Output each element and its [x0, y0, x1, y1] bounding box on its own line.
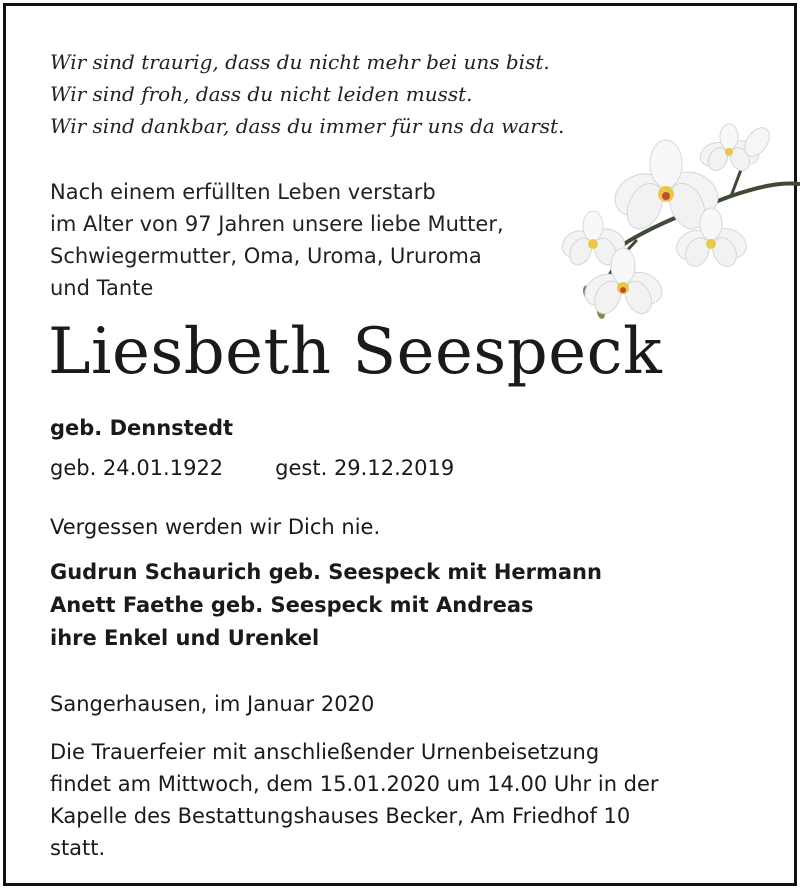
intro-line: Schwiegermutter, Oma, Uroma, Ururoma — [50, 244, 482, 268]
mourner-line: ihre Enkel und Urenkel — [50, 626, 320, 650]
poem-line: Wir sind dankbar, dass du immer für uns da warst. — [50, 114, 565, 138]
motto: Vergessen werden wir Dich nie. — [50, 515, 381, 539]
life-dates — [50, 452, 454, 484]
ceremony-line: statt. — [50, 836, 106, 860]
death-date: gest. 29.12.2019 — [275, 456, 455, 480]
intro-line: und Tante — [50, 276, 154, 300]
intro-text — [50, 176, 504, 304]
intro-line: im Alter von 97 Jahren unsere liebe Mutter, — [50, 212, 504, 236]
poem-line: Wir sind traurig, dass du nicht mehr bei uns bist. — [50, 50, 550, 74]
birth-date: geb. 24.01.1922 — [50, 456, 224, 480]
poem-line: Wir sind froh, dass du nicht leiden musst. — [50, 82, 473, 106]
deceased-name: Liesbeth Seespeck — [48, 315, 663, 389]
orchid-icon — [561, 116, 800, 326]
mourners — [50, 556, 602, 655]
poem — [50, 46, 564, 142]
birth-name: geb. Dennstedt — [50, 416, 234, 440]
place-date: Sangerhausen, im Januar 2020 — [50, 692, 375, 716]
ceremony-line: Die Trauerfeier mit anschließender Urnenbeisetzung — [50, 740, 600, 764]
ceremony-line: Kapelle des Bestattungshauses Becker, Am Friedhof 10 — [50, 804, 631, 828]
obituary-frame — [3, 3, 797, 886]
ceremony-info — [50, 736, 659, 864]
ceremony-line: findet am Mittwoch, dem 15.01.2020 um 14.00 Uhr in der — [50, 772, 659, 796]
intro-line: Nach einem erfüllten Leben verstarb — [50, 180, 436, 204]
mourner-line: Anett Faethe geb. Seespeck mit Andreas — [50, 593, 534, 617]
mourner-line: Gudrun Schaurich geb. Seespeck mit Hermann — [50, 560, 602, 584]
